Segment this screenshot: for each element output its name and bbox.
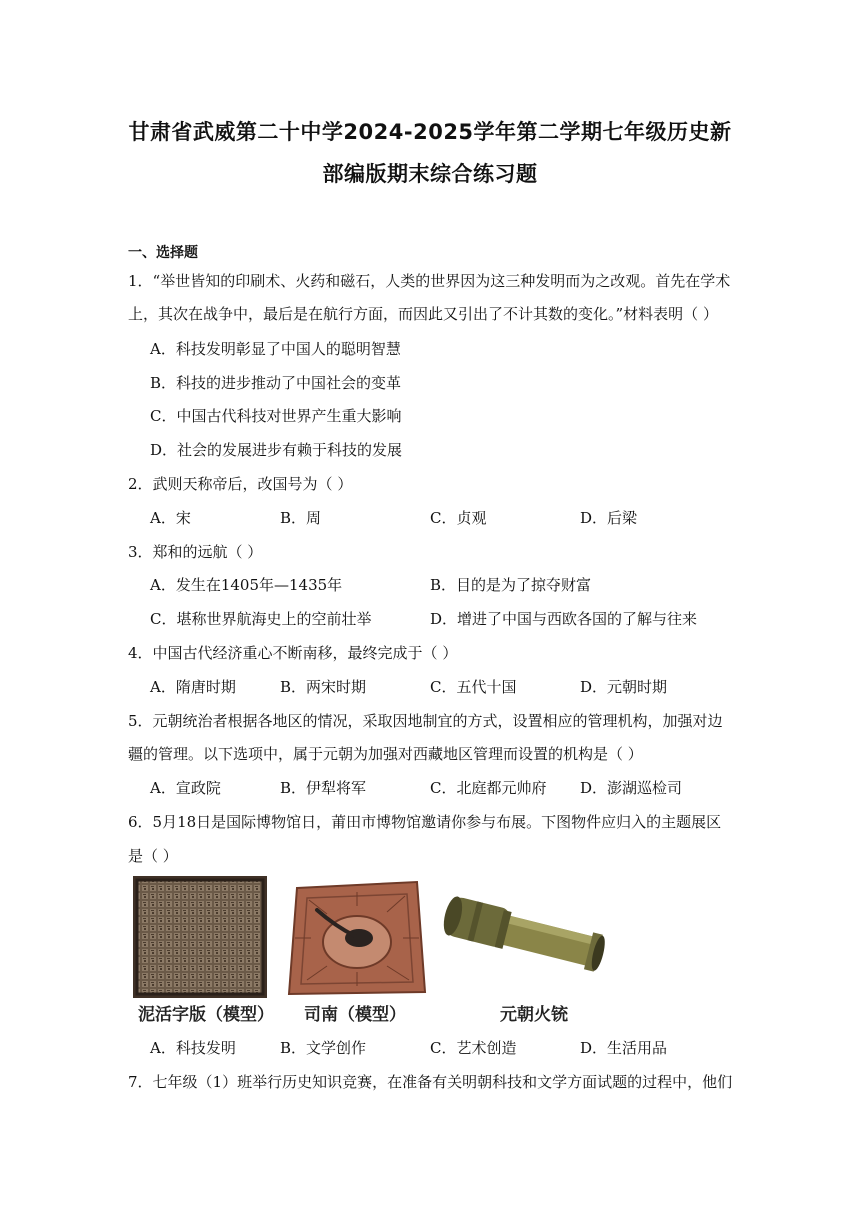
question-1-option-d: D．社会的发展进步有赖于科技的发展 <box>150 441 403 459</box>
section-heading: 一、选择题 <box>128 245 198 261</box>
question-5-option-a: A．宣政院 <box>150 779 221 797</box>
question-5-option-d: D．澎湖巡检司 <box>580 779 683 797</box>
clay-movable-type-image <box>133 876 267 998</box>
question-4-option-a: A．隋唐时期 <box>150 678 236 696</box>
question-3-line-1: 3．郑和的远航（ ） <box>128 543 263 561</box>
question-5-line-1: 5．元朝统治者根据各地区的情况，采取因地制宜的方式，设置相应的管理机构，加强对边 <box>128 712 723 730</box>
question-1-line-1: 1．“举世皆知的印刷术、火药和磁石，人类的世界因为这三种发明而为之改观。首先在学术 <box>128 272 731 290</box>
image-caption-fire-gun: 元朝火铳 <box>500 1005 568 1025</box>
question-2-option-b: B．周 <box>280 509 322 527</box>
yuan-fire-gun-image <box>440 876 610 998</box>
question-2-line-1: 2．武则天称帝后，改国号为（ ） <box>128 475 353 493</box>
document-title-line2: 部编版期末综合练习题 <box>322 162 538 186</box>
question-1-option-b: B．科技的进步推动了中国社会的变革 <box>150 374 402 392</box>
question-4-line-1: 4．中国古代经济重心不断南移，最终完成于（ ） <box>128 644 458 662</box>
image-caption-sinan: 司南（模型） <box>304 1005 406 1025</box>
question-5-option-c: C．北庭都元帅府 <box>430 779 547 797</box>
question-1-option-c: C．中国古代科技对世界产生重大影响 <box>150 407 402 425</box>
question-5-option-b: B．伊犁将军 <box>280 779 367 797</box>
question-3-option-b: B．目的是为了掠夺财富 <box>430 576 592 594</box>
question-3-option-c: C．堪称世界航海史上的空前壮举 <box>150 610 372 628</box>
question-6-line-1: 6．5月18日是国际博物馆日，莆田市博物馆邀请你参与布展。下图物件应归入的主题展区 <box>128 813 722 831</box>
question-6-option-a: A．科技发明 <box>150 1039 236 1057</box>
document-title-line1: 甘肃省武威第二十中学2024-2025学年第二学期七年级历史新 <box>128 120 732 144</box>
question-2-option-a: A．宋 <box>150 509 191 527</box>
question-6-option-b: B．文学创作 <box>280 1039 367 1057</box>
question-5-line-2: 疆的管理。以下选项中，属于元朝为加强对西藏地区管理而设置的机构是（ ） <box>128 745 643 763</box>
question-6-option-d: D．生活用品 <box>580 1039 668 1057</box>
question-3-option-a: A．发生在1405年—1435年 <box>150 576 343 594</box>
question-6-line-2: 是（ ） <box>128 847 178 865</box>
question-2-option-d: D．后梁 <box>580 509 638 527</box>
image-caption-clay-type: 泥活字版（模型） <box>138 1005 274 1025</box>
question-4-option-c: C．五代十国 <box>430 678 517 696</box>
question-4-option-b: B．两宋时期 <box>280 678 367 696</box>
question-4-option-d: D．元朝时期 <box>580 678 668 696</box>
sinan-compass-image <box>287 876 427 998</box>
question-3-option-d: D．增进了中国与西欧各国的了解与往来 <box>430 610 698 628</box>
question-2-option-c: C．贞观 <box>430 509 487 527</box>
question-7-line-1: 7．七年级（1）班举行历史知识竞赛，在准备有关明朝科技和文学方面试题的过程中，他们 <box>128 1073 733 1091</box>
question-1-line-2: 上，其次在战争中，最后是在航行方面，而因此又引出了不计其数的变化。”材料表明（ ） <box>128 305 718 323</box>
question-1-option-a: A．科技发明彰显了中国人的聪明智慧 <box>150 340 401 358</box>
question-6-option-c: C．艺术创造 <box>430 1039 517 1057</box>
